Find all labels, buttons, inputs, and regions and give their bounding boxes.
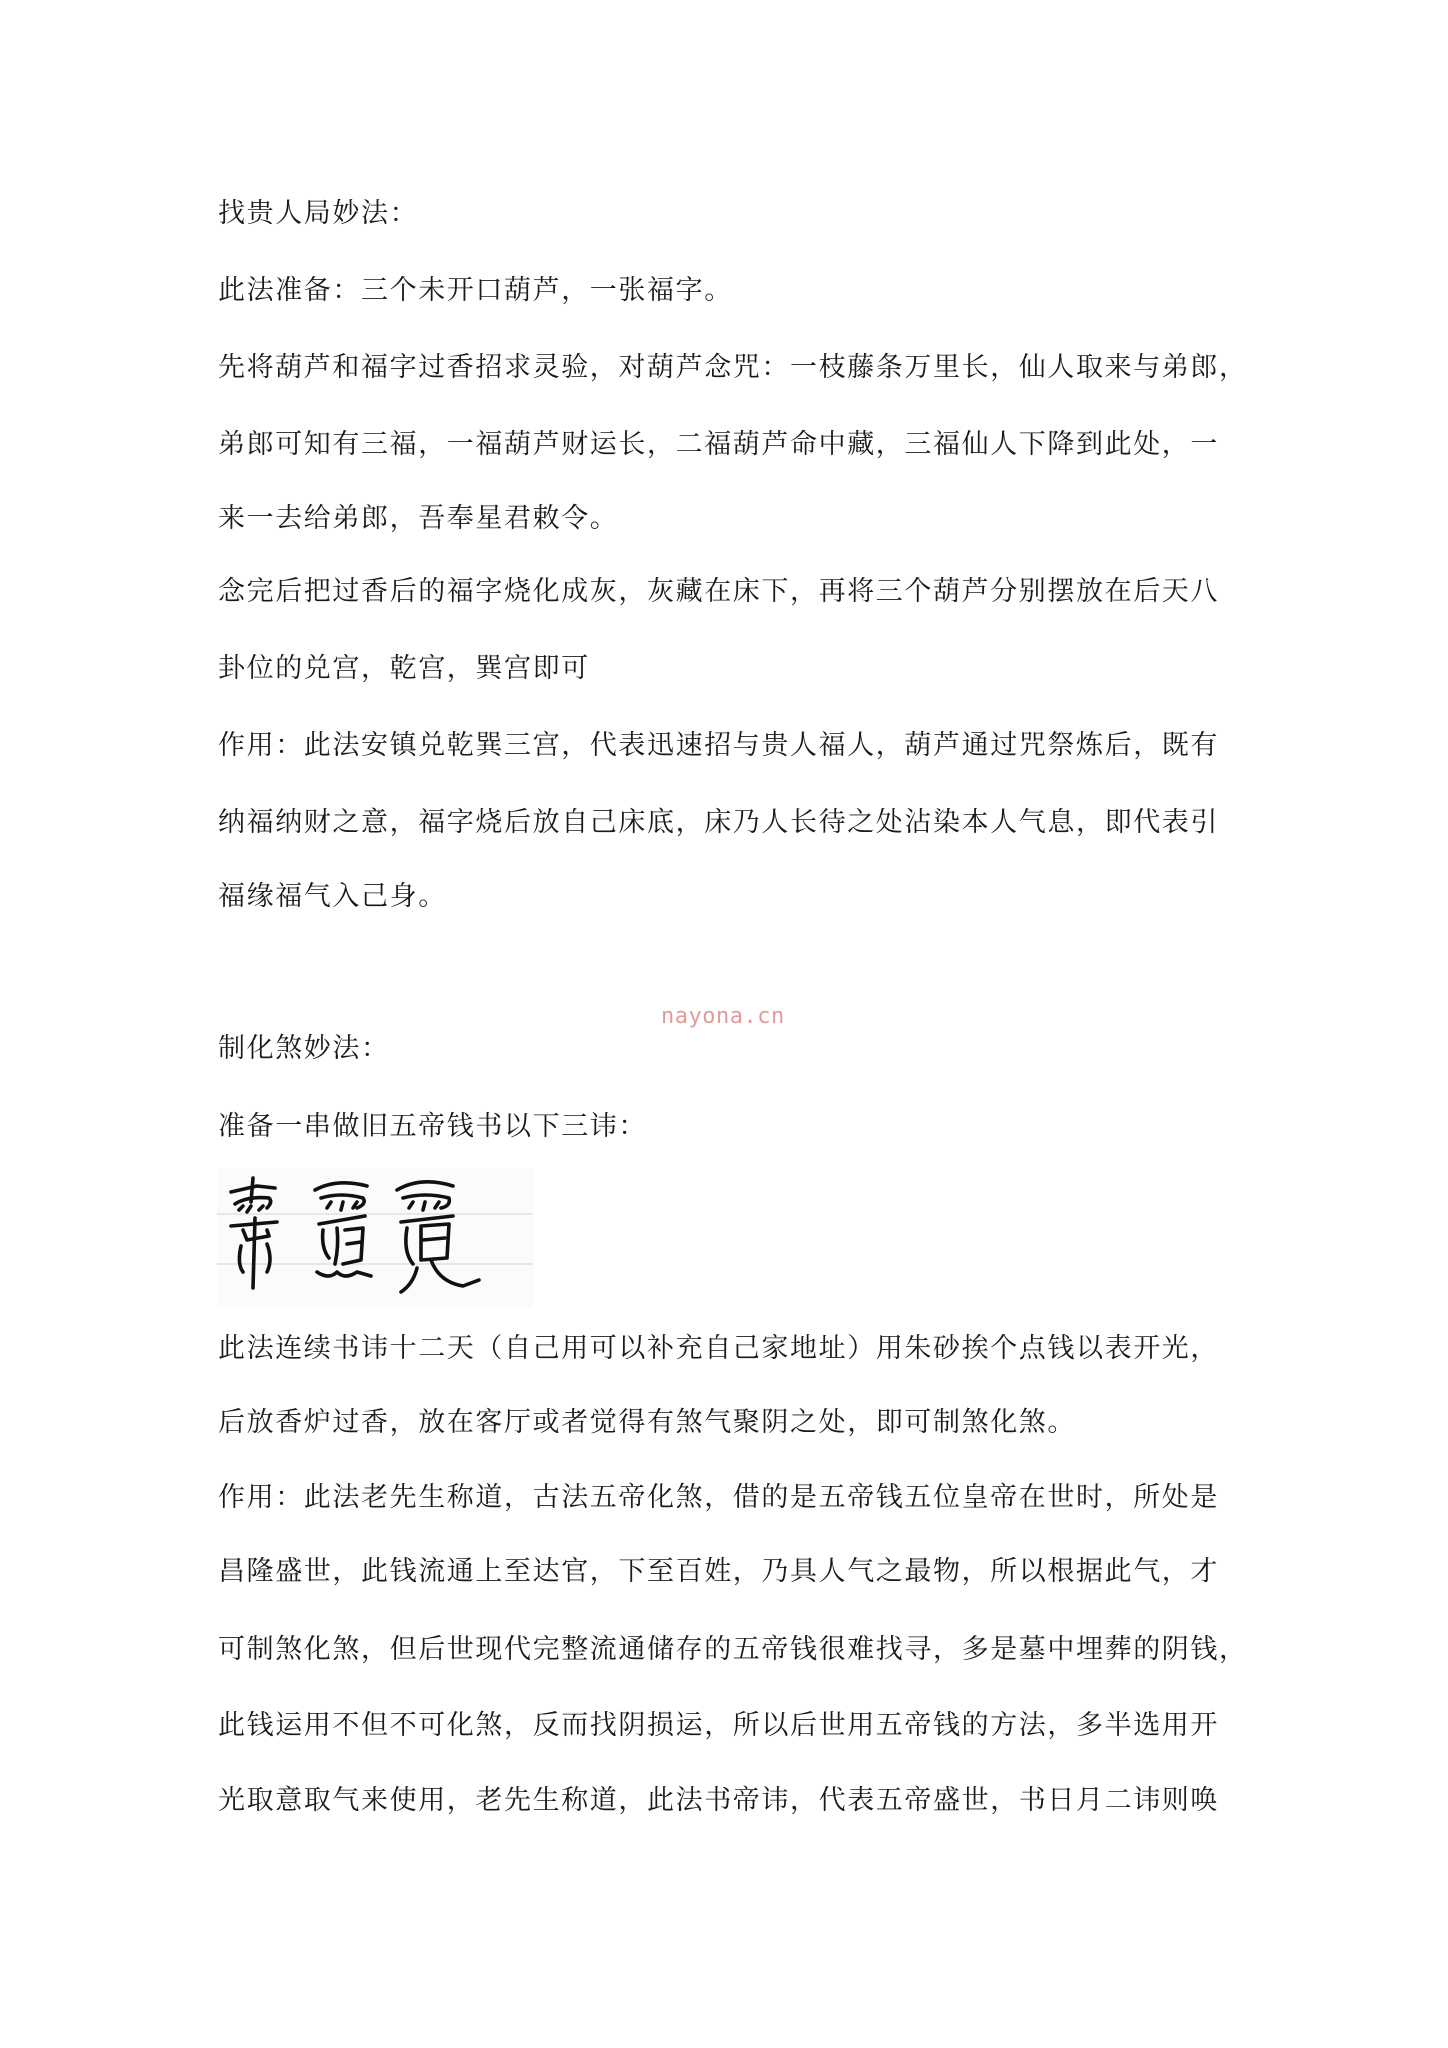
preparation-line: 此法准备：三个未开口葫芦，一张福字。 xyxy=(218,275,733,306)
body-line: 此法连续书讳十二天（自己用可以补充自己家地址）用朱砂挨个点钱以表开光， xyxy=(218,1333,1219,1364)
watermark: nayona.cn xyxy=(661,1004,785,1029)
body-line: 昌隆盛世，此钱流通上至达官，下至百姓，乃具人气之最物，所以根据此气，才 xyxy=(218,1556,1219,1587)
body-line: 来一去给弟郎，吾奉星君敕令。 xyxy=(218,503,619,534)
body-line: 作用：此法安镇兑乾巽三宫，代表迅速招与贵人福人，葫芦通过咒祭炼后，既有 xyxy=(218,730,1219,761)
body-line: 福缘福气入己身。 xyxy=(218,881,447,912)
body-line: 纳福纳财之意，福字烧后放自己床底，床乃人长待之处沾染本人气息，即代表引 xyxy=(218,807,1219,838)
body-line: 可制煞化煞，但后世现代完整流通储存的五帝钱很难找寻，多是墓中埋葬的阴钱， xyxy=(218,1634,1248,1665)
body-line: 念完后把过香后的福字烧化成灰，灰藏在床下，再将三个葫芦分别摆放在后天八 xyxy=(218,576,1219,607)
section-title: 制化煞妙法： xyxy=(218,1033,390,1064)
section-title: 找贵人局妙法： xyxy=(218,198,419,229)
handwritten-talisman-image xyxy=(217,1168,533,1308)
body-line: 作用：此法老先生称道，古法五帝化煞，借的是五帝钱五位皇帝在世时，所处是 xyxy=(218,1482,1219,1513)
body-line: 弟郎可知有三福，一福葫芦财运长，二福葫芦命中藏，三福仙人下降到此处，一 xyxy=(218,429,1219,460)
preparation-line: 准备一串做旧五帝钱书以下三讳： xyxy=(218,1111,647,1142)
body-line: 此钱运用不但不可化煞，反而找阴损运，所以后世用五帝钱的方法，多半选用开 xyxy=(218,1710,1219,1741)
body-line: 卦位的兑宫，乾宫，巽宫即可 xyxy=(218,653,590,684)
talisman-glyphs xyxy=(217,1168,533,1308)
body-line: 光取意取气来使用，老先生称道，此法书帝讳，代表五帝盛世，书日月二讳则唤 xyxy=(218,1785,1219,1816)
body-line: 后放香炉过香，放在客厅或者觉得有煞气聚阴之处，即可制煞化煞。 xyxy=(218,1407,1076,1438)
body-line: 先将葫芦和福字过香招求灵验，对葫芦念咒：一枝藤条万里长，仙人取来与弟郎， xyxy=(218,352,1248,383)
